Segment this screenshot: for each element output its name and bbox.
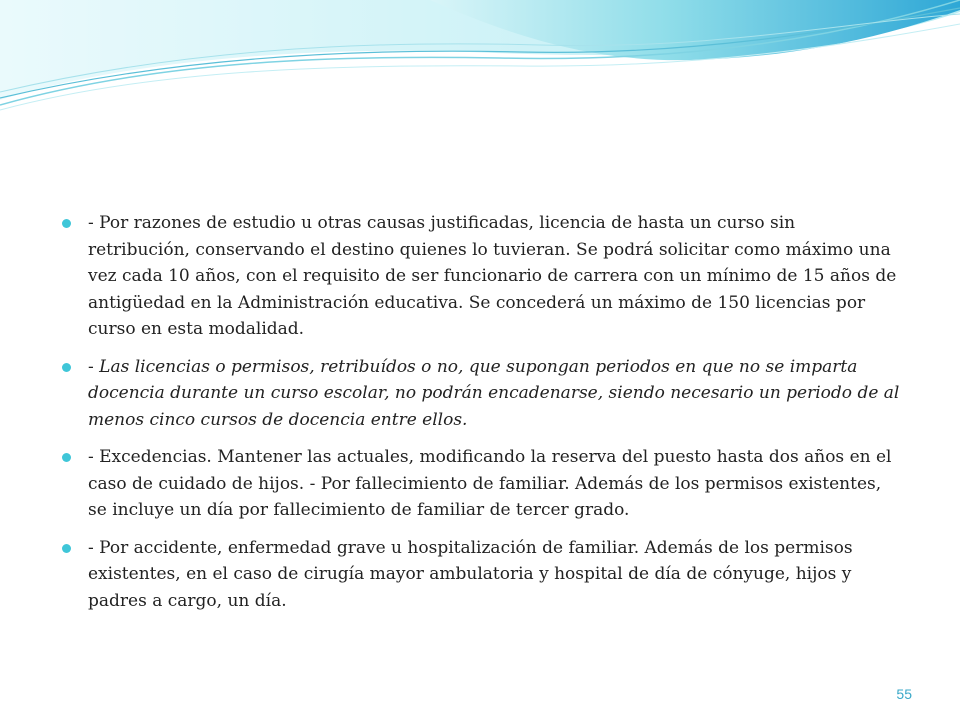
page-number: 55 [896,686,912,702]
bullet-dot-icon [62,219,71,228]
bullet-list [62,210,902,614]
bullet-item-2 [62,354,902,434]
header-wave-decoration [0,0,960,140]
bullet-item-3 [62,444,902,524]
bullet-text: - Por razones de estudio u otras causas justificadas, licencia de hasta un curso sin retribución, conservando el destino quienes lo tuvieran. Se podrá solicitar como máximo una vez cada 10 años, con el requisito de ser funcionario de carrera con un mínimo de 15 años de antigüedad en la Administración educativa. Se concederá un máximo de 150 licencias por curso en esta modalidad. [88,213,897,339]
bullet-prefix: - [88,356,100,377]
bullet-text: - Por accidente, enfermedad grave u hospitalización de familiar. Además de los permisos existentes, en el caso de cirugía mayor ambulatoria y hospital de día de cónyuge, hijos y padres a cargo, un día. [88,537,853,611]
bullet-item-4 [62,535,902,615]
bullet-text: Las licencias o permisos, retribuídos o no, que supongan periodos en que no se imparta docencia durante un curso escolar, no podrán encadenarse, siendo necesario un periodo de al menos cinco cursos de docencia entre ellos. [88,356,900,430]
bullet-dot-icon [62,453,71,462]
slide-content [62,210,902,625]
bullet-dot-icon [62,544,71,553]
bullet-dot-icon [62,363,71,372]
bullet-text: - Excedencias. Mantener las actuales, modificando la reserva del puesto hasta dos años en el caso de cuidado de hijos. - Por fallecimiento de familiar. Además de los permisos existentes, se incluye un día por fallecimiento de familiar de tercer grado. [88,447,892,520]
bullet-item-1 [62,210,902,343]
